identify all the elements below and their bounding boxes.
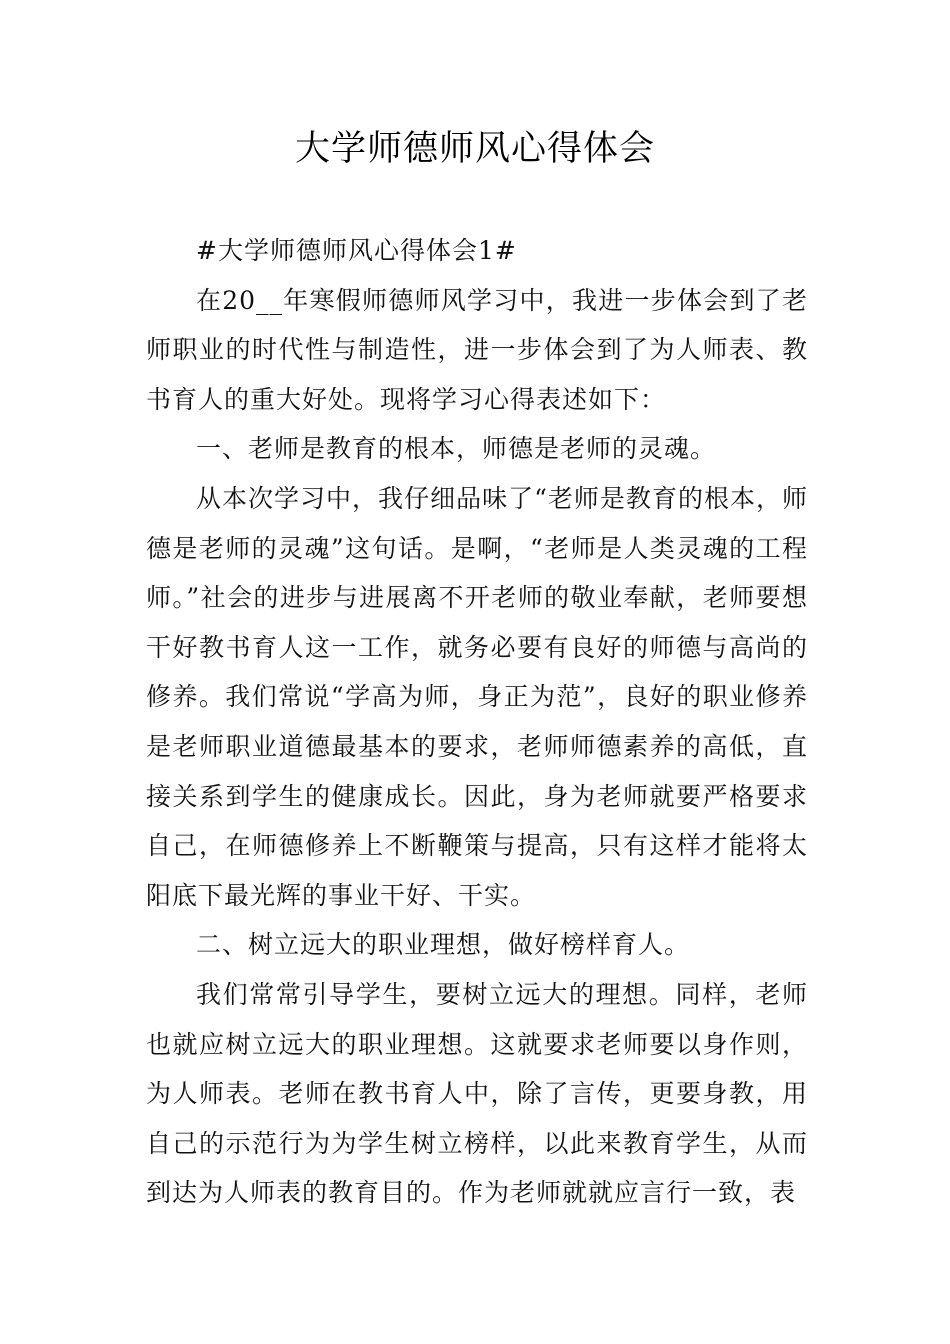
document-body xyxy=(146,226,808,1218)
point-heading-2: 二、树立远大的职业理想，做好榜样育人。 xyxy=(196,930,691,960)
paragraph-intro: 在20__年寒假师德师风学习中，我进一步体会到了老师职业的时代性与制造性，进一步体会到了为人师表、教书育人的重大好处。现将学习心得表述如下： xyxy=(146,285,808,414)
point-heading-1: 一、老师是教育的根本，师德是老师的灵魂。 xyxy=(196,434,717,464)
paragraph-point-1: 从本次学习中，我仔细品味了“老师是教育的根本，师德是老师的灵魂”这句话。是啊，“老师是人类灵魂的工程师。”社会的进步与进展离不开老师的敬业奉献，老师要想干好教书育人这一工作，就务必要有良好的师德与高尚的修养。我们常说“学高为师，身正为范”，良好的职业修养是老师职业道德最基本的要求，老师师德素养的高低，直接关系到学生的健康成长。因此，身为老师就要严格要求自己，在师德修养上不断鞭策与提高，只有这样才能将太阳底下最光辉的事业干好、干实。 xyxy=(146,483,808,910)
document-title: 大学师德师风心得体会 xyxy=(294,129,655,169)
section-heading-1: #大学师德师风心得体会1# xyxy=(196,236,517,265)
paragraph-point-2: 我们常常引导学生，要树立远大的理想。同样，老师也就应树立远大的职业理想。这就要求老师要以身作则，为人师表。老师在教书育人中，除了言传，更要身教，用自己的示范行为为学生树立榜样，以此来教育学生，从而到达为人师表的教育目的。作为老师就就应言行一致，表 xyxy=(146,979,808,1208)
